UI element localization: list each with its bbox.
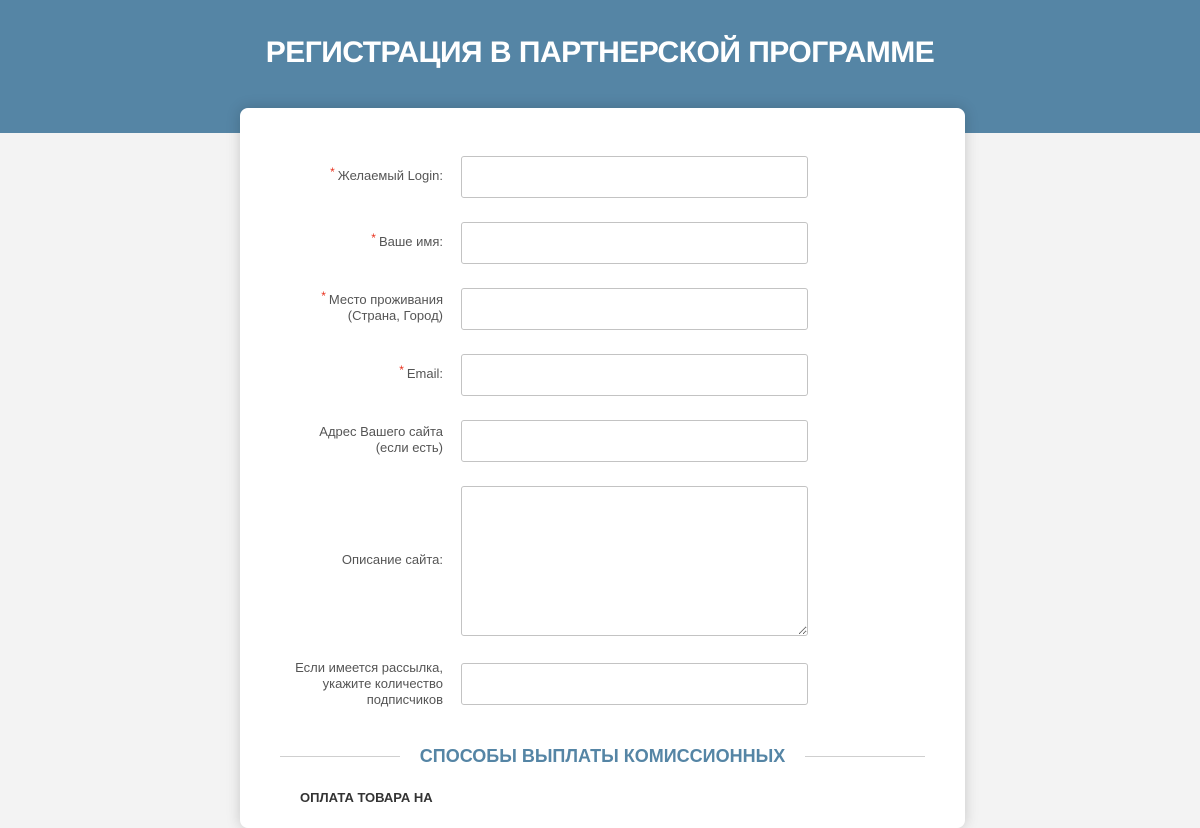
name-label-text: Ваше имя:	[378, 234, 443, 249]
payment-method-subtitle: ОПЛАТА ТОВАРА НА	[300, 790, 433, 805]
site-description-label-text: Описание сайта:	[341, 552, 443, 567]
website-label	[240, 424, 443, 456]
divider-line-right	[805, 756, 925, 757]
required-marker: *	[321, 289, 326, 303]
subscribers-label-line2: укажите количество	[322, 676, 443, 691]
required-marker: *	[371, 231, 376, 245]
email-input[interactable]	[461, 354, 808, 396]
email-label	[240, 363, 443, 382]
subscribers-label-line3: подписчиков	[366, 692, 443, 707]
location-label-line1: Место проживания	[328, 292, 443, 307]
registration-form-card	[240, 108, 965, 828]
required-marker: *	[330, 165, 335, 179]
name-label	[240, 231, 443, 250]
payout-section-title: СПОСОБЫ ВЫПЛАТЫ КОМИССИОННЫХ	[419, 746, 786, 766]
required-marker: *	[399, 363, 404, 377]
page-title: РЕГИСТРАЦИЯ В ПАРТНЕРСКОЙ ПРОГРАММЕ	[265, 36, 935, 69]
location-label	[240, 289, 443, 324]
subscribers-label-line1: Если имеется рассылка,	[295, 660, 443, 675]
location-input[interactable]	[461, 288, 808, 330]
website-input[interactable]	[461, 420, 808, 462]
subscribers-label	[240, 660, 443, 708]
site-description-label	[240, 552, 443, 568]
email-label-text: Email:	[406, 366, 443, 381]
login-label	[240, 165, 443, 184]
website-label-line2: (если есть)	[375, 440, 443, 455]
location-label-line2: (Страна, Город)	[347, 308, 443, 323]
login-input[interactable]	[461, 156, 808, 198]
subscribers-input[interactable]	[461, 663, 808, 705]
website-label-line1: Адрес Вашего сайта	[319, 424, 443, 439]
site-description-textarea[interactable]	[461, 486, 808, 636]
login-label-text: Желаемый Login:	[337, 168, 443, 183]
name-input[interactable]	[461, 222, 808, 264]
payout-section-divider	[280, 746, 925, 766]
